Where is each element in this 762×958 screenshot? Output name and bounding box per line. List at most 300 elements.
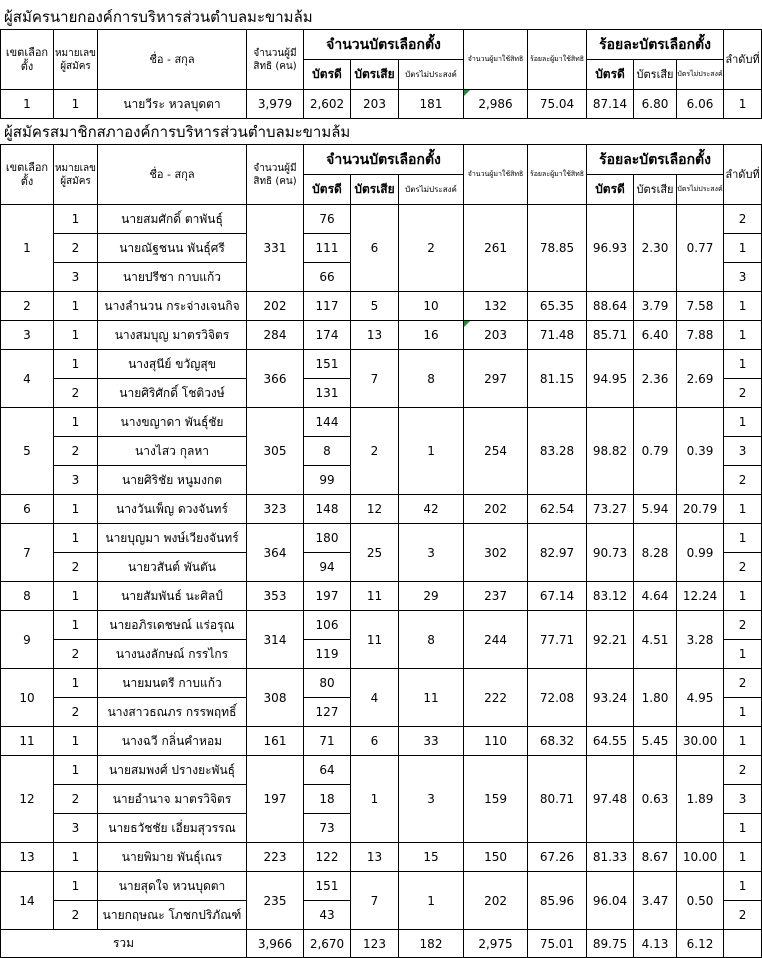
candidate-number-cell: 1 xyxy=(54,611,98,640)
candidate-name-cell: นายศิริศักดิ์ โชติวงษ์ xyxy=(98,379,247,408)
candidate-name-cell: นายณัฐชนน พันธุ์ศรี xyxy=(98,234,247,263)
table-row xyxy=(1,582,762,611)
candidate-name-cell: นางลำนวน กระจ่างเจนกิจ xyxy=(98,292,247,321)
rank-cell: 2 xyxy=(724,466,762,495)
pct-voters-cell: 62.54 xyxy=(528,495,587,524)
zone-cell: 13 xyxy=(1,843,54,872)
candidate-number-cell: 1 xyxy=(54,321,98,350)
voters-cell: 297 xyxy=(464,350,528,408)
good-cell: 80 xyxy=(304,669,351,698)
good-cell: 99 xyxy=(304,466,351,495)
candidate-number-cell: 1 xyxy=(54,727,98,756)
good-header: บัตรดี xyxy=(304,175,351,205)
eligible-cell: 284 xyxy=(247,321,304,350)
good-cell: 119 xyxy=(304,640,351,669)
good-cell: 174 xyxy=(304,321,351,350)
rank-cell: 1 xyxy=(724,90,762,119)
candidate-name-cell: นางสุนีย์ ขวัญสุข xyxy=(98,350,247,379)
pct-novote-cell: 7.58 xyxy=(677,292,724,321)
rank-cell: 1 xyxy=(724,814,762,843)
candidate-number-cell: 1 xyxy=(54,90,98,119)
zone-header: เขตเลือกตั้ง xyxy=(1,30,54,90)
pct-voters-cell: 83.28 xyxy=(528,408,587,495)
pct-bad-cell: 1.80 xyxy=(634,669,677,727)
voters-cell: 2,986 xyxy=(464,90,528,119)
total-pct-good-cell: 89.75 xyxy=(587,930,634,958)
good-cell: 71 xyxy=(304,727,351,756)
good-cell: 117 xyxy=(304,292,351,321)
rank-cell: 3 xyxy=(724,785,762,814)
pct-novote-header: บัตรไม่ประสงค์ xyxy=(677,60,724,90)
voters-header: จำนวนผู้มาใช้สิทธิ xyxy=(464,30,528,90)
novote-cell: 42 xyxy=(399,495,464,524)
bad-cell: 5 xyxy=(351,292,399,321)
novote-cell: 8 xyxy=(399,611,464,669)
candidate-number-cell: 1 xyxy=(54,292,98,321)
candidate-number-cell: 2 xyxy=(54,379,98,408)
bad-cell: 7 xyxy=(351,872,399,930)
pct-novote-cell: 20.79 xyxy=(677,495,724,524)
total-voters-cell: 2,975 xyxy=(464,930,528,958)
section1-title: ผู้สมัครนายกองค์การบริหารส่วนตำบลมะขามล้ม xyxy=(4,8,313,26)
pct-novote-cell: 0.77 xyxy=(677,205,724,292)
total-novote-cell: 182 xyxy=(399,930,464,958)
rank-cell: 2 xyxy=(724,205,762,234)
bad-cell: 11 xyxy=(351,611,399,669)
bad-cell: 25 xyxy=(351,524,399,582)
pct-bad-cell: 6.40 xyxy=(634,321,677,350)
zone-cell: 2 xyxy=(1,292,54,321)
good-cell: 197 xyxy=(304,582,351,611)
candidate-number-header: หมายเลขผู้สมัคร xyxy=(54,30,98,90)
candidate-name-cell: นายพิมาย พันธุ์เณร xyxy=(98,843,247,872)
table-row xyxy=(1,727,762,756)
pct-voters-cell: 72.08 xyxy=(528,669,587,727)
voters-cell: 150 xyxy=(464,843,528,872)
pct-bad-cell: 6.80 xyxy=(634,90,677,119)
pct-novote-cell: 12.24 xyxy=(677,582,724,611)
pct-bad-cell: 8.28 xyxy=(634,524,677,582)
novote-header: บัตรไม่ประสงค์ xyxy=(399,60,464,90)
eligible-cell: 331 xyxy=(247,205,304,292)
rank-cell: 2 xyxy=(724,553,762,582)
zone-cell: 4 xyxy=(1,350,54,408)
table-row xyxy=(1,524,762,553)
pct-good-cell: 92.21 xyxy=(587,611,634,669)
bad-header: บัตรเสีย xyxy=(351,175,399,205)
pct-bad-cell: 5.94 xyxy=(634,495,677,524)
good-cell: 151 xyxy=(304,350,351,379)
good-cell: 148 xyxy=(304,495,351,524)
candidate-name-cell: นายปรีชา กาบแก้ว xyxy=(98,263,247,292)
pct-novote-cell: 0.99 xyxy=(677,524,724,582)
eligible-header: จำนวนผู้มีสิทธิ (คน) xyxy=(247,145,304,205)
pct-bad-header: บัตรเสีย xyxy=(634,60,677,90)
candidate-number-cell: 1 xyxy=(54,756,98,785)
table-row xyxy=(1,408,762,437)
rank-cell: 1 xyxy=(724,843,762,872)
pct-novote-cell: 4.95 xyxy=(677,669,724,727)
novote-cell: 3 xyxy=(399,524,464,582)
novote-cell: 8 xyxy=(399,350,464,408)
candidate-name-cell: นายธวัชชัย เอี่ยมสุวรรณ xyxy=(98,814,247,843)
rank-header: ลำดับที่ xyxy=(724,145,762,205)
candidate-name-cell: นายสมศักดิ์ ตาพันธุ์ xyxy=(98,205,247,234)
zone-cell: 6 xyxy=(1,495,54,524)
zone-cell: 14 xyxy=(1,872,54,930)
table-row xyxy=(1,872,762,901)
bad-cell: 11 xyxy=(351,582,399,611)
candidate-number-cell: 1 xyxy=(54,872,98,901)
pct-bad-cell: 4.51 xyxy=(634,611,677,669)
novote-cell: 33 xyxy=(399,727,464,756)
good-cell: 151 xyxy=(304,872,351,901)
total-label: รวม xyxy=(1,930,247,958)
good-cell: 66 xyxy=(304,263,351,292)
pct-bad-cell: 3.79 xyxy=(634,292,677,321)
zone-cell: 9 xyxy=(1,611,54,669)
rank-cell: 1 xyxy=(724,524,762,553)
novote-cell: 3 xyxy=(399,756,464,843)
voters-cell: 237 xyxy=(464,582,528,611)
table-row xyxy=(1,669,762,698)
pct-good-cell: 94.95 xyxy=(587,350,634,408)
novote-cell: 1 xyxy=(399,872,464,930)
pct-voters-cell: 68.32 xyxy=(528,727,587,756)
good-cell: 8 xyxy=(304,437,351,466)
candidate-number-cell: 1 xyxy=(54,582,98,611)
candidate-number-cell: 2 xyxy=(54,553,98,582)
rank-cell: 1 xyxy=(724,292,762,321)
candidate-name-cell: นางไสว กุลหา xyxy=(98,437,247,466)
good-cell: 94 xyxy=(304,553,351,582)
voters-cell: 202 xyxy=(464,495,528,524)
table-row xyxy=(1,350,762,379)
candidate-number-cell: 3 xyxy=(54,263,98,292)
pct-good-cell: 88.64 xyxy=(587,292,634,321)
voters-cell: 203 xyxy=(464,321,528,350)
rank-cell: 2 xyxy=(724,901,762,930)
total-rank-cell xyxy=(724,930,762,958)
pct-good-cell: 83.12 xyxy=(587,582,634,611)
candidate-name-cell: นางวันเพ็ญ ดวงจันทร์ xyxy=(98,495,247,524)
candidate-number-cell: 2 xyxy=(54,901,98,930)
good-cell: 180 xyxy=(304,524,351,553)
pct-good-cell: 73.27 xyxy=(587,495,634,524)
pct-bad-cell: 0.79 xyxy=(634,408,677,495)
table-row xyxy=(1,843,762,872)
candidate-number-cell: 3 xyxy=(54,814,98,843)
candidate-number-cell: 2 xyxy=(54,698,98,727)
good-cell: 131 xyxy=(304,379,351,408)
candidate-number-cell: 1 xyxy=(54,408,98,437)
pct-novote-cell: 10.00 xyxy=(677,843,724,872)
good-cell: 43 xyxy=(304,901,351,930)
zone-cell: 10 xyxy=(1,669,54,727)
novote-cell: 11 xyxy=(399,669,464,727)
candidate-number-header: หมายเลขผู้สมัคร xyxy=(54,145,98,205)
pct-novote-header: บัตรไม่ประสงค์ xyxy=(677,175,724,205)
rank-cell: 2 xyxy=(724,669,762,698)
total-pct-voters-cell: 75.01 xyxy=(528,930,587,958)
novote-cell: 181 xyxy=(399,90,464,119)
eligible-cell: 366 xyxy=(247,350,304,408)
eligible-cell: 223 xyxy=(247,843,304,872)
bad-cell: 6 xyxy=(351,727,399,756)
ballots-group-header: จำนวนบัตรเลือกตั้ง xyxy=(304,145,464,175)
eligible-header: จำนวนผู้มีสิทธิ (คน) xyxy=(247,30,304,90)
pct-group-header: ร้อยละบัตรเลือกตั้ง xyxy=(587,145,724,175)
eligible-cell: 202 xyxy=(247,292,304,321)
candidate-name-cell: นางฉวี กลิ่นคำหอม xyxy=(98,727,247,756)
eligible-cell: 314 xyxy=(247,611,304,669)
name-header: ชื่อ - สกุล xyxy=(98,30,247,90)
candidate-name-cell: นายบุญมา พงษ์เวียงจันทร์ xyxy=(98,524,247,553)
good-cell: 111 xyxy=(304,234,351,263)
pct-voters-cell: 67.26 xyxy=(528,843,587,872)
pct-good-cell: 96.04 xyxy=(587,872,634,930)
rank-cell: 1 xyxy=(724,582,762,611)
candidate-name-cell: นายวีระ หวลบุดตา xyxy=(98,90,247,119)
zone-cell: 8 xyxy=(1,582,54,611)
pct-good-cell: 97.48 xyxy=(587,756,634,843)
bad-cell: 7 xyxy=(351,350,399,408)
pct-bad-cell: 8.67 xyxy=(634,843,677,872)
table-row xyxy=(1,90,762,119)
pct-bad-cell: 4.64 xyxy=(634,582,677,611)
bad-cell: 6 xyxy=(351,205,399,292)
candidate-name-cell: นายมนตรี กาบแก้ว xyxy=(98,669,247,698)
good-cell: 122 xyxy=(304,843,351,872)
pct-novote-cell: 6.06 xyxy=(677,90,724,119)
candidate-name-cell: นายสัมพันธ์ นะศิลป์ xyxy=(98,582,247,611)
bad-cell: 2 xyxy=(351,408,399,495)
pct-good-header: บัตรดี xyxy=(587,60,634,90)
pct-novote-cell: 7.88 xyxy=(677,321,724,350)
rank-cell: 1 xyxy=(724,321,762,350)
total-pct-novote-cell: 6.12 xyxy=(677,930,724,958)
voters-cell: 244 xyxy=(464,611,528,669)
voters-cell: 132 xyxy=(464,292,528,321)
pct-bad-cell: 0.63 xyxy=(634,756,677,843)
pct-voters-cell: 78.85 xyxy=(528,205,587,292)
rank-cell: 1 xyxy=(724,727,762,756)
rank-cell: 1 xyxy=(724,872,762,901)
pct-voters-cell: 80.71 xyxy=(528,756,587,843)
pct-good-cell: 81.33 xyxy=(587,843,634,872)
voters-cell: 254 xyxy=(464,408,528,495)
voters-cell: 302 xyxy=(464,524,528,582)
good-cell: 76 xyxy=(304,205,351,234)
pct-voters-cell: 77.71 xyxy=(528,611,587,669)
eligible-cell: 353 xyxy=(247,582,304,611)
eligible-cell: 161 xyxy=(247,727,304,756)
good-cell: 106 xyxy=(304,611,351,640)
pct-voters-cell: 85.96 xyxy=(528,872,587,930)
pct-voters-cell: 81.15 xyxy=(528,350,587,408)
candidate-name-cell: นางขญาดา พันธุ์ชัย xyxy=(98,408,247,437)
rank-cell: 1 xyxy=(724,350,762,379)
zone-cell: 1 xyxy=(1,90,54,119)
total-row xyxy=(1,930,762,958)
pct-voters-cell: 75.04 xyxy=(528,90,587,119)
novote-cell: 29 xyxy=(399,582,464,611)
pct-good-cell: 87.14 xyxy=(587,90,634,119)
novote-header: บัตรไม่ประสงค์ xyxy=(399,175,464,205)
section2-title: ผู้สมัครสมาชิกสภาองค์การบริหารส่วนตำบลมะขามล้ม xyxy=(4,123,351,141)
candidate-number-cell: 1 xyxy=(54,524,98,553)
pct-voters-cell: 82.97 xyxy=(528,524,587,582)
rank-cell: 1 xyxy=(724,698,762,727)
good-header: บัตรดี xyxy=(304,60,351,90)
bad-cell: 13 xyxy=(351,843,399,872)
pct-voters-cell: 67.14 xyxy=(528,582,587,611)
candidate-number-cell: 2 xyxy=(54,785,98,814)
rank-header: ลำดับที่ xyxy=(724,30,762,90)
zone-cell: 11 xyxy=(1,727,54,756)
eligible-cell: 197 xyxy=(247,756,304,843)
table-row xyxy=(1,205,762,234)
table-row xyxy=(1,321,762,350)
pct-novote-cell: 0.50 xyxy=(677,872,724,930)
pct-good-cell: 64.55 xyxy=(587,727,634,756)
pct-voters-cell: 65.35 xyxy=(528,292,587,321)
candidate-name-cell: นายสุดใจ หวนบุดตา xyxy=(98,872,247,901)
rank-cell: 3 xyxy=(724,263,762,292)
pct-voters-header: ร้อยละผู้มาใช้สิทธิ xyxy=(528,30,587,90)
candidate-name-cell: นายอภิรเดชษณ์ แร่อรุณ xyxy=(98,611,247,640)
candidate-name-cell: นายอำนาจ มาตรวิจิตร xyxy=(98,785,247,814)
pct-bad-cell: 2.30 xyxy=(634,205,677,292)
eligible-cell: 323 xyxy=(247,495,304,524)
candidate-number-cell: 1 xyxy=(54,843,98,872)
pct-good-cell: 93.24 xyxy=(587,669,634,727)
novote-cell: 2 xyxy=(399,205,464,292)
pct-good-cell: 90.73 xyxy=(587,524,634,582)
ballots-group-header: จำนวนบัตรเลือกตั้ง xyxy=(304,30,464,60)
novote-cell: 10 xyxy=(399,292,464,321)
rank-cell: 2 xyxy=(724,756,762,785)
pct-good-header: บัตรดี xyxy=(587,175,634,205)
good-cell: 144 xyxy=(304,408,351,437)
candidate-number-cell: 2 xyxy=(54,234,98,263)
pct-good-cell: 85.71 xyxy=(587,321,634,350)
eligible-cell: 305 xyxy=(247,408,304,495)
bad-cell: 203 xyxy=(351,90,399,119)
novote-cell: 1 xyxy=(399,408,464,495)
novote-cell: 16 xyxy=(399,321,464,350)
voters-cell: 222 xyxy=(464,669,528,727)
pct-bad-cell: 2.36 xyxy=(634,350,677,408)
pct-voters-cell: 71.48 xyxy=(528,321,587,350)
table-row xyxy=(1,292,762,321)
bad-cell: 1 xyxy=(351,756,399,843)
rank-cell: 2 xyxy=(724,611,762,640)
bad-cell: 13 xyxy=(351,321,399,350)
candidate-number-cell: 2 xyxy=(54,437,98,466)
voters-cell: 159 xyxy=(464,756,528,843)
zone-cell: 7 xyxy=(1,524,54,582)
candidate-number-cell: 1 xyxy=(54,669,98,698)
total-pct-bad-cell: 4.13 xyxy=(634,930,677,958)
voters-cell: 261 xyxy=(464,205,528,292)
total-eligible-cell: 3,966 xyxy=(247,930,304,958)
candidate-name-cell: นางนงลักษณ์ กรรไกร xyxy=(98,640,247,669)
bad-cell: 12 xyxy=(351,495,399,524)
voters-cell: 202 xyxy=(464,872,528,930)
voters-cell: 110 xyxy=(464,727,528,756)
candidate-name-cell: นายกฤษณะ โภชกปริภัณฑ์ xyxy=(98,901,247,930)
voters-header: จำนวนผู้มาใช้สิทธิ xyxy=(464,145,528,205)
bad-cell: 4 xyxy=(351,669,399,727)
zone-cell: 12 xyxy=(1,756,54,843)
pct-novote-cell: 1.89 xyxy=(677,756,724,843)
eligible-cell: 235 xyxy=(247,872,304,930)
pct-bad-cell: 3.47 xyxy=(634,872,677,930)
candidate-name-cell: นายศิริชัย หนูมงกต xyxy=(98,466,247,495)
candidate-name-cell: นางสาวธณภร กรรพฤทธิ์ xyxy=(98,698,247,727)
rank-cell: 3 xyxy=(724,437,762,466)
total-bad-cell: 123 xyxy=(351,930,399,958)
good-cell: 64 xyxy=(304,756,351,785)
pct-good-cell: 98.82 xyxy=(587,408,634,495)
good-cell: 18 xyxy=(304,785,351,814)
pct-good-cell: 96.93 xyxy=(587,205,634,292)
good-cell: 127 xyxy=(304,698,351,727)
good-cell: 2,602 xyxy=(304,90,351,119)
total-good-cell: 2,670 xyxy=(304,930,351,958)
candidate-number-cell: 1 xyxy=(54,495,98,524)
zone-cell: 1 xyxy=(1,205,54,292)
eligible-cell: 364 xyxy=(247,524,304,582)
council-table xyxy=(0,144,762,958)
eligible-cell: 3,979 xyxy=(247,90,304,119)
good-cell: 73 xyxy=(304,814,351,843)
zone-header: เขตเลือกตั้ง xyxy=(1,145,54,205)
pct-novote-cell: 30.00 xyxy=(677,727,724,756)
pct-bad-header: บัตรเสีย xyxy=(634,175,677,205)
rank-cell: 1 xyxy=(724,408,762,437)
candidate-number-cell: 2 xyxy=(54,640,98,669)
eligible-cell: 308 xyxy=(247,669,304,727)
bad-header: บัตรเสีย xyxy=(351,60,399,90)
candidate-name-cell: นายสมพงศ์ ปรางยะพันธุ์ xyxy=(98,756,247,785)
candidate-number-cell: 1 xyxy=(54,350,98,379)
mayor-table xyxy=(0,29,762,119)
pct-voters-header: ร้อยละผู้มาใช้สิทธิ xyxy=(528,145,587,205)
zone-cell: 5 xyxy=(1,408,54,495)
table-row xyxy=(1,495,762,524)
rank-cell: 2 xyxy=(724,379,762,408)
pct-bad-cell: 5.45 xyxy=(634,727,677,756)
novote-cell: 15 xyxy=(399,843,464,872)
zone-cell: 3 xyxy=(1,321,54,350)
candidate-number-cell: 3 xyxy=(54,466,98,495)
candidate-name-cell: นางสมบุญ มาตรวิจิตร xyxy=(98,321,247,350)
table-row xyxy=(1,756,762,785)
table-row xyxy=(1,611,762,640)
name-header: ชื่อ - สกุล xyxy=(98,145,247,205)
pct-novote-cell: 2.69 xyxy=(677,350,724,408)
candidate-number-cell: 1 xyxy=(54,205,98,234)
pct-novote-cell: 3.28 xyxy=(677,611,724,669)
rank-cell: 1 xyxy=(724,495,762,524)
rank-cell: 1 xyxy=(724,234,762,263)
pct-group-header: ร้อยละบัตรเลือกตั้ง xyxy=(587,30,724,60)
candidate-name-cell: นายวสันต์ พันตัน xyxy=(98,553,247,582)
rank-cell: 1 xyxy=(724,640,762,669)
pct-novote-cell: 0.39 xyxy=(677,408,724,495)
